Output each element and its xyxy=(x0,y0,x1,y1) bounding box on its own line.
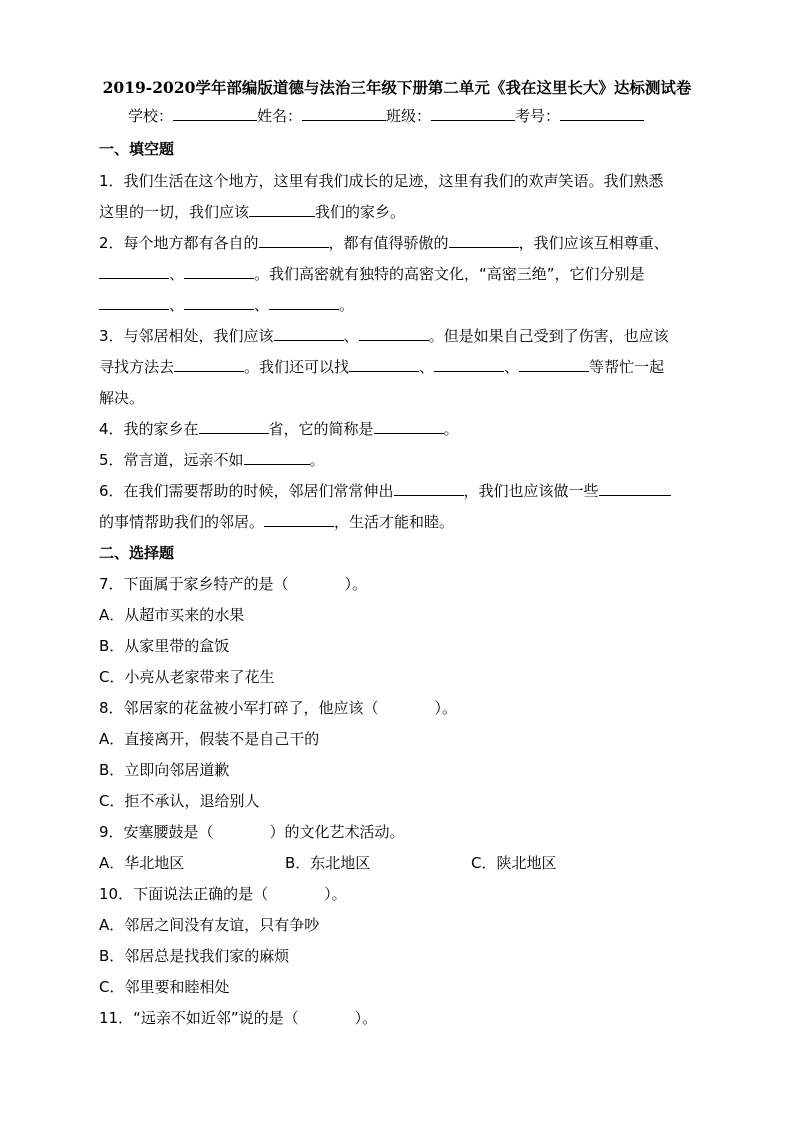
q3-blank-5[interactable] xyxy=(434,357,504,372)
page-title: 2019-2020学年部编版道德与法治三年级下册第二单元《我在这里长大》达标测试卷 xyxy=(102,78,692,97)
q2-line-3 xyxy=(99,295,354,315)
q3-text-3: 寻找方法去 xyxy=(99,358,175,376)
q3-text-5: 等帮忙一起 xyxy=(589,358,665,376)
q4-line xyxy=(99,419,459,439)
q5-blank[interactable] xyxy=(244,450,310,465)
q2-blank-5[interactable] xyxy=(99,295,169,310)
q6-blank-1[interactable] xyxy=(394,481,464,496)
q2-text-2: ，都有值得骄傲的 xyxy=(328,234,449,252)
q10-stem xyxy=(99,884,347,904)
q3-sep-2: 、 xyxy=(419,358,435,376)
q3-sep-3: 、 xyxy=(504,358,520,376)
q8-end: ）。 xyxy=(434,699,458,717)
q1-line-2 xyxy=(99,202,405,222)
section-heading-fill: 一、填空题 xyxy=(99,140,175,158)
q6-text: 6．在我们需要帮助的时候，邻居们常常伸出 xyxy=(99,482,394,500)
q9-options xyxy=(99,853,556,873)
q9-text: 9．安塞腰鼓是（ xyxy=(99,823,214,841)
q2-blank-3[interactable] xyxy=(99,264,169,279)
q6-text-2: ，我们也应该做一些 xyxy=(463,482,599,500)
q1-text-end: 我们的家乡。 xyxy=(315,203,406,221)
q8-stem xyxy=(99,698,457,718)
q2-line-2 xyxy=(99,264,645,284)
q7-option-b[interactable]: B．从家里带的盒饭 xyxy=(99,637,230,655)
q4-blank-1[interactable] xyxy=(199,419,269,434)
q2-sep: 、 xyxy=(169,265,185,283)
q4-text-2: 省，它的简称是 xyxy=(268,420,374,438)
school-label: 学校： xyxy=(128,107,174,125)
q9-option-a[interactable]: A．华北地区 xyxy=(99,854,185,872)
q3-text-2: 。但是如果自己受到了伤害，也应该 xyxy=(428,327,669,345)
q10-option-a[interactable]: A．邻居之间没有友谊，只有争吵 xyxy=(99,916,320,934)
q11-stem xyxy=(99,1008,377,1028)
q8-option-c[interactable]: C．拒不承认，退给别人 xyxy=(99,792,260,810)
q8-option-a[interactable]: A．直接离开，假装不是自己干的 xyxy=(99,730,320,748)
q5-text: 5．常言道，远亲不如 xyxy=(99,451,244,469)
name-blank[interactable] xyxy=(302,106,386,121)
q7-option-a[interactable]: A．从超市买来的水果 xyxy=(99,606,245,624)
q6-blank-3[interactable] xyxy=(264,512,334,527)
q8-text: 8．邻居家的花盆被小军打碎了，他应该（ xyxy=(99,699,379,717)
section-heading-choice: 二、选择题 xyxy=(99,544,175,562)
name-label: 姓名： xyxy=(257,107,303,125)
q2-blank-6[interactable] xyxy=(184,295,254,310)
q6-blank-2[interactable] xyxy=(599,481,671,496)
q2-text-4: 。我们高密就有独特的高密文化，“高密三绝”，它们分别是 xyxy=(254,265,645,283)
q2-sep-3: 、 xyxy=(254,296,270,314)
q5-end: 。 xyxy=(309,451,325,469)
exam-no-label: 考号： xyxy=(515,107,561,125)
q9-option-b[interactable]: B．东北地区 xyxy=(285,854,371,872)
q7-text: 7．下面属于家乡特产的是（ xyxy=(99,575,289,593)
q2-text-3: ，我们应该互相尊重、 xyxy=(518,234,669,252)
student-info-row xyxy=(128,106,644,126)
q4-blank-2[interactable] xyxy=(374,419,444,434)
q10-text: 10．下面说法正确的是（ xyxy=(99,885,269,903)
q4-text: 4．我的家乡在 xyxy=(99,420,199,438)
q2-blank-2[interactable] xyxy=(449,233,519,248)
q7-option-c[interactable]: C．小亮从老家带来了花生 xyxy=(99,668,275,686)
q7-stem xyxy=(99,574,367,594)
exam-no-blank[interactable] xyxy=(560,106,644,121)
q3-blank-2[interactable] xyxy=(359,326,429,341)
q2-text: 2．每个地方都有各自的 xyxy=(99,234,259,252)
class-blank[interactable] xyxy=(431,106,515,121)
q6-line-1 xyxy=(99,481,671,501)
q2-blank-4[interactable] xyxy=(184,264,254,279)
q1-text: 这里的一切，我们应该 xyxy=(99,203,250,221)
q10-option-c[interactable]: C．邻里要和睦相处 xyxy=(99,978,230,996)
q2-end: 。 xyxy=(339,296,355,314)
q2-blank-7[interactable] xyxy=(269,295,339,310)
q9-stem xyxy=(99,822,405,842)
q3-sep: 、 xyxy=(343,327,359,345)
q6-line-2 xyxy=(99,512,454,532)
q3-blank-4[interactable] xyxy=(349,357,419,372)
q9-end: ）的文化艺术活动。 xyxy=(269,823,405,841)
q3-text: 3．与邻居相处，我们应该 xyxy=(99,327,274,345)
school-blank[interactable] xyxy=(173,106,257,121)
q8-option-b[interactable]: B．立即向邻居道歉 xyxy=(99,761,230,779)
q2-sep-2: 、 xyxy=(169,296,185,314)
q2-line-1 xyxy=(99,233,669,253)
q3-line-2 xyxy=(99,357,664,377)
q11-end: ）。 xyxy=(354,1009,378,1027)
q3-line-3: 解决。 xyxy=(99,389,145,407)
q3-blank-1[interactable] xyxy=(274,326,344,341)
q5-line xyxy=(99,450,325,470)
q3-blank-6[interactable] xyxy=(519,357,589,372)
q9-option-c[interactable]: C．陕北地区 xyxy=(471,854,557,872)
q7-end: ）。 xyxy=(344,575,368,593)
q6-end: ，生活才能和睦。 xyxy=(334,513,455,531)
q2-blank-1[interactable] xyxy=(259,233,329,248)
q4-end: 。 xyxy=(443,420,459,438)
q10-end: ）。 xyxy=(324,885,347,903)
q3-blank-3[interactable] xyxy=(174,357,244,372)
class-label: 班级： xyxy=(386,107,432,125)
q11-text: 11．“远亲不如近邻”说的是（ xyxy=(99,1009,299,1027)
q3-line-1 xyxy=(99,326,669,346)
q1-blank[interactable] xyxy=(249,202,315,217)
q10-option-b[interactable]: B．邻居总是找我们家的麻烦 xyxy=(99,947,290,965)
q3-text-4: 。我们还可以找 xyxy=(244,358,350,376)
q1-line-1: 1．我们生活在这个地方，这里有我们成长的足迹，这里有我们的欢声笑语。我们熟悉 xyxy=(99,172,664,190)
q6-text-3: 的事情帮助我们的邻居。 xyxy=(99,513,265,531)
